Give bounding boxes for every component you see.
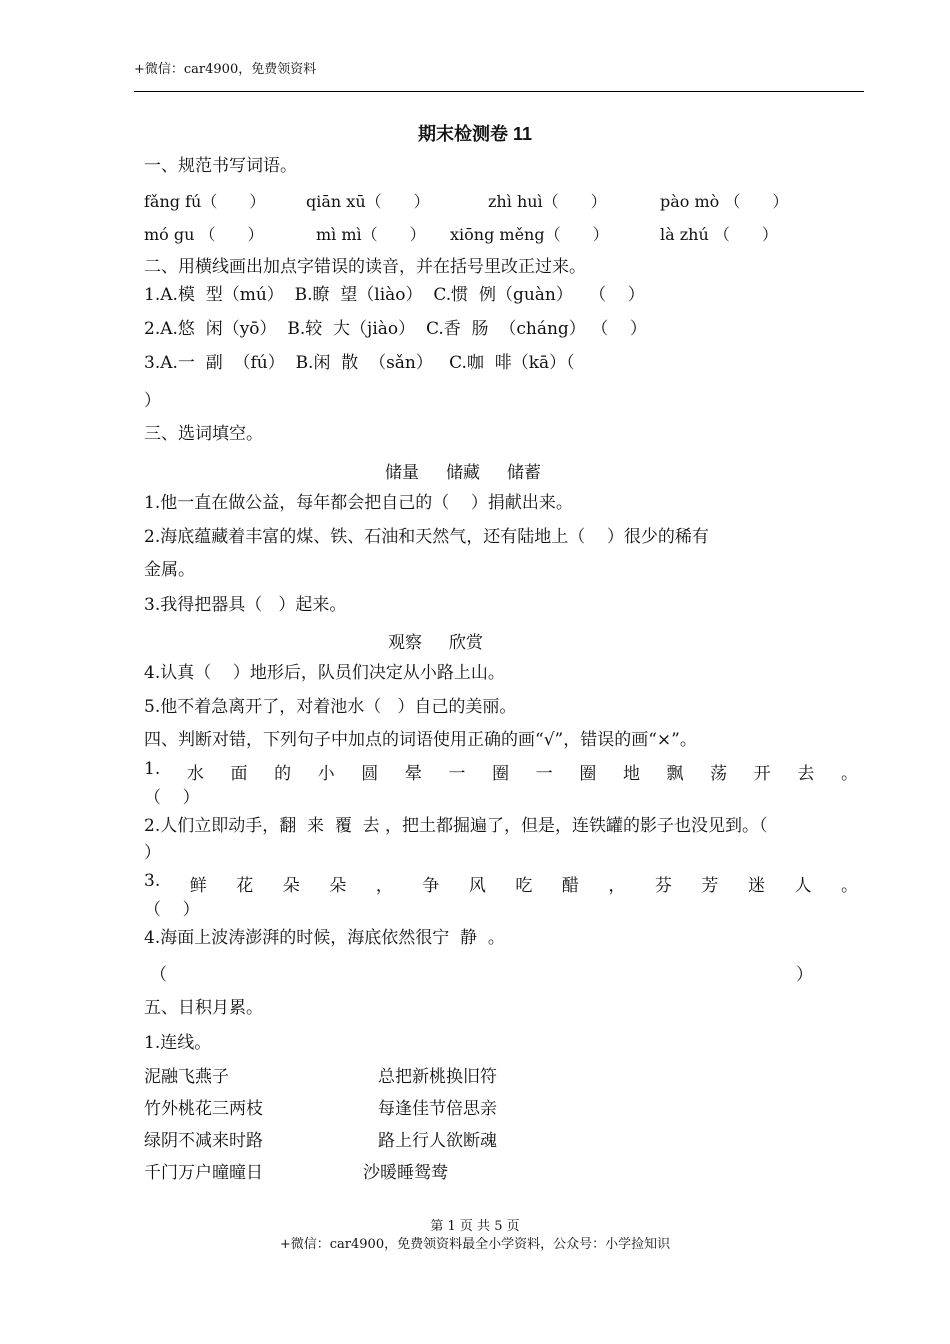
subheading: 1.连线。 bbox=[144, 1033, 212, 1053]
section-4-heading: 四、判断对错，下列句子中加点的词语使用正确的画“√”，错误的画“×”。 bbox=[144, 730, 697, 750]
sentence-char: 争 bbox=[422, 876, 440, 896]
sentence-char: 人 bbox=[794, 876, 812, 896]
sentence-char: 一 bbox=[448, 764, 466, 784]
sentence-char: 朵 bbox=[282, 876, 300, 896]
match-right: 总把新桃换旧符 bbox=[378, 1067, 497, 1087]
pinyin-item: qiān xū（ ） bbox=[306, 192, 430, 211]
question: 3.我得把器具（ ）起来。 bbox=[144, 595, 347, 615]
answer-brackets: （ ） bbox=[144, 900, 200, 920]
pinyin-item: mì mì（ ） bbox=[316, 225, 426, 244]
sentence-char: 芬 bbox=[654, 876, 672, 896]
match-left: 千门万户曈曈日 bbox=[144, 1163, 263, 1183]
sentence-char: 风 bbox=[468, 876, 486, 896]
question: 5.他不着急离开了，对着池水（ ）自己的美丽。 bbox=[144, 697, 517, 717]
section-5-heading: 五、日积月累。 bbox=[144, 998, 263, 1018]
page-number: 第 1 页 共 5 页 bbox=[430, 1219, 520, 1234]
sentence-char: 鲜 bbox=[189, 876, 207, 896]
match-left: 泥融飞燕子 bbox=[144, 1067, 229, 1087]
match-right: 每逢佳节倍思亲 bbox=[378, 1099, 497, 1119]
sentence-char: 圈 bbox=[492, 764, 510, 784]
question: 1.A.模 型（mú） B.瞭 望（liào） C.惯 例（guàn） （ ） bbox=[144, 285, 645, 305]
question-cont: ） bbox=[144, 391, 161, 411]
match-left: 绿阴不减来时路 bbox=[144, 1131, 263, 1151]
sentence-char: 小 bbox=[317, 764, 335, 784]
pinyin-row-2 bbox=[144, 222, 778, 245]
pinyin-item: pào mò （ ） bbox=[660, 192, 789, 211]
section-3-heading: 三、选词填空。 bbox=[144, 424, 263, 444]
sentence-char: 的 bbox=[274, 764, 292, 784]
sentence-char: 醋 bbox=[561, 876, 579, 896]
sentence-char: 飘 bbox=[666, 764, 684, 784]
word-choices: 观察 欣赏 bbox=[388, 633, 484, 653]
sentence-char: ， bbox=[608, 876, 626, 896]
question-cont: 金属。 bbox=[144, 560, 195, 580]
question: 2.A.悠 闲（yō） B.较 大（jiào） C.香 肠 （cháng） （ ） bbox=[144, 319, 647, 339]
sentence-char: 迷 bbox=[747, 876, 765, 896]
match-right: 沙暖睡鸳鸯 bbox=[363, 1163, 448, 1183]
section-2-heading: 二、用横线画出加点字错误的读音，并在括号里改正过来。 bbox=[144, 257, 586, 277]
word-choices: 储量 储藏 储蓄 bbox=[385, 463, 542, 483]
sentence-char: 面 bbox=[230, 764, 248, 784]
sentence-char: 开 bbox=[753, 764, 771, 784]
sentence-char: 。 bbox=[840, 876, 858, 896]
question-justified bbox=[144, 871, 858, 896]
match-left: 竹外桃花三两枝 bbox=[144, 1099, 263, 1119]
sentence-char: 去 bbox=[797, 764, 815, 784]
sentence-char: 花 bbox=[236, 876, 254, 896]
sentence-char: 水 bbox=[186, 764, 204, 784]
answer-close: ） bbox=[796, 965, 813, 985]
question-cont: ） bbox=[144, 843, 161, 863]
question: 4.海面上波涛澎湃的时候，海底依然很宁 静 。 bbox=[144, 928, 505, 948]
sentence-char: ， bbox=[375, 876, 393, 896]
question-justified bbox=[144, 759, 858, 784]
question: 4.认真（ ）地形后，队员们决定从小路上山。 bbox=[144, 663, 505, 683]
section-1-heading: 一、规范书写词语。 bbox=[144, 156, 297, 176]
sentence-char: 地 bbox=[622, 764, 640, 784]
pinyin-item: fǎng fú（ ） bbox=[144, 192, 266, 211]
sentence-char: 一 bbox=[535, 764, 553, 784]
sentence-char: 圈 bbox=[579, 764, 597, 784]
sentence-char: 1. bbox=[144, 759, 161, 779]
header-note: +微信：car4900，免费领资料 bbox=[134, 62, 317, 77]
sentence-char: 荡 bbox=[710, 764, 728, 784]
sentence-char: 。 bbox=[840, 764, 858, 784]
footer-note: +微信：car4900，免费领资料最全小学资料，公众号：小学捡知识 bbox=[279, 1237, 671, 1252]
pinyin-item: zhì huì（ ） bbox=[488, 192, 607, 211]
pinyin-item: là zhú （ ） bbox=[660, 225, 778, 244]
answer-brackets: （ ） bbox=[144, 788, 200, 808]
sentence-char: 朵 bbox=[329, 876, 347, 896]
answer-open: （ bbox=[150, 965, 167, 985]
sentence-char: 吃 bbox=[515, 876, 533, 896]
page-title: 期末检测卷 11 bbox=[417, 124, 533, 144]
question: 1.他一直在做公益，每年都会把自己的（ ）捐献出来。 bbox=[144, 493, 573, 513]
question: 2.海底蕴藏着丰富的煤、铁、石油和天然气，还有陆地上（ ）很少的稀有 bbox=[144, 527, 709, 547]
match-right: 路上行人欲断魂 bbox=[378, 1131, 497, 1151]
pinyin-item: mó gu （ ） bbox=[144, 225, 264, 244]
sentence-char: 3. bbox=[144, 871, 161, 891]
sentence-char: 圆 bbox=[361, 764, 379, 784]
pinyin-row-1 bbox=[144, 189, 788, 212]
pinyin-item: xiōng měng（ ） bbox=[450, 225, 609, 244]
header-divider bbox=[134, 91, 864, 92]
question: 3.A.一 副 （fú） B.闲 散 （sǎn） C.咖 啡（kā）（ bbox=[144, 353, 575, 373]
sentence-char: 芳 bbox=[701, 876, 719, 896]
question: 2.人们立即动手，翻 来 覆 去 ，把土都掘遍了，但是，连铁罐的影子也没见到。（ bbox=[144, 816, 768, 836]
sentence-char: 晕 bbox=[404, 764, 422, 784]
